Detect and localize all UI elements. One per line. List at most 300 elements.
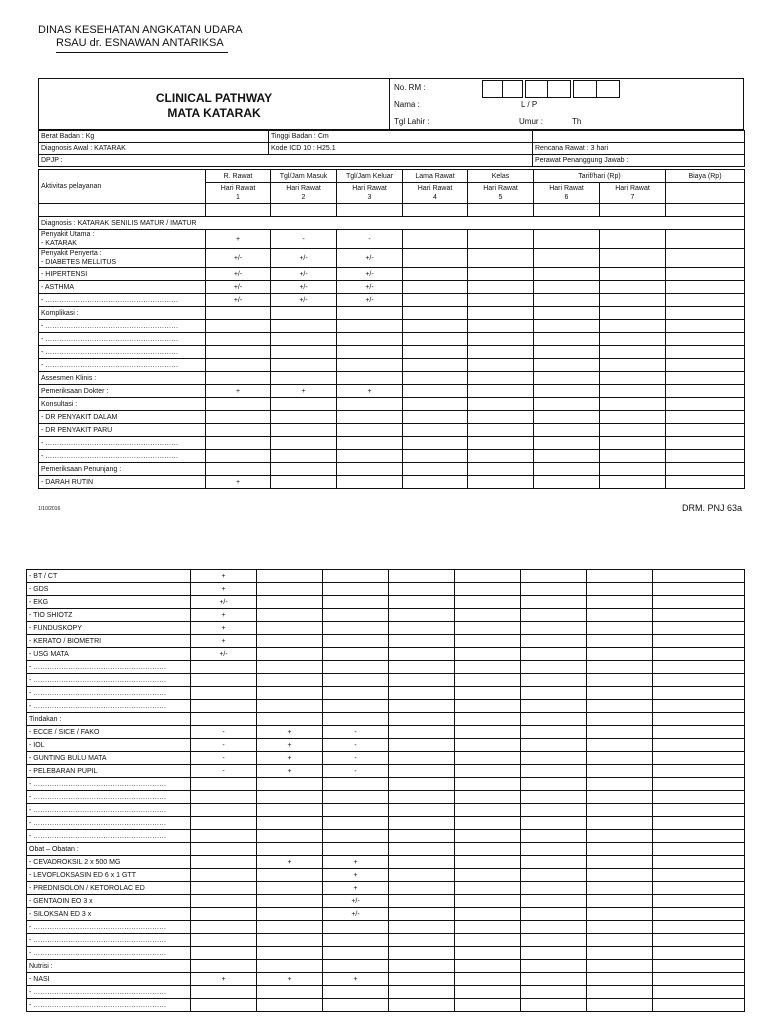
day-cell[interactable] xyxy=(521,934,587,947)
day-cell[interactable] xyxy=(389,830,455,843)
day-cell[interactable] xyxy=(455,947,521,960)
day-cell[interactable] xyxy=(653,674,745,687)
day-cell[interactable] xyxy=(337,398,403,411)
day-cell[interactable] xyxy=(653,661,745,674)
rm-digit-box[interactable] xyxy=(525,80,548,98)
day-cell[interactable]: - xyxy=(191,752,257,765)
day-cell[interactable] xyxy=(600,372,666,385)
day-cell[interactable] xyxy=(206,463,271,476)
day-cell[interactable] xyxy=(455,765,521,778)
day-cell[interactable] xyxy=(587,934,653,947)
day-cell[interactable] xyxy=(191,843,257,856)
day-cell[interactable] xyxy=(666,230,745,249)
day-cell[interactable] xyxy=(323,999,389,1012)
tinggi-badan-field[interactable]: Tinggi Badan : Cm xyxy=(269,131,533,143)
day-cell[interactable] xyxy=(455,713,521,726)
day-cell[interactable] xyxy=(323,661,389,674)
day-cell[interactable] xyxy=(191,830,257,843)
day-cell[interactable] xyxy=(521,882,587,895)
day-cell[interactable] xyxy=(534,398,600,411)
day-cell[interactable] xyxy=(600,450,666,463)
day-cell[interactable] xyxy=(389,570,455,583)
day-cell[interactable] xyxy=(257,791,323,804)
day-cell[interactable] xyxy=(389,921,455,934)
day-cell[interactable]: + xyxy=(257,726,323,739)
day-cell[interactable] xyxy=(389,908,455,921)
day-cell[interactable] xyxy=(323,986,389,999)
day-cell[interactable] xyxy=(587,960,653,973)
day-cell[interactable] xyxy=(534,249,600,268)
day-cell[interactable] xyxy=(587,570,653,583)
day-cell[interactable] xyxy=(389,973,455,986)
day-cell[interactable] xyxy=(666,359,745,372)
day-cell[interactable] xyxy=(521,895,587,908)
day-cell[interactable] xyxy=(191,713,257,726)
day-cell[interactable] xyxy=(206,372,271,385)
day-cell[interactable] xyxy=(191,908,257,921)
day-cell[interactable] xyxy=(455,752,521,765)
day-cell[interactable] xyxy=(323,947,389,960)
day-cell[interactable] xyxy=(534,359,600,372)
day-cell[interactable] xyxy=(587,596,653,609)
day-cell[interactable]: - xyxy=(323,739,389,752)
day-cell[interactable] xyxy=(323,791,389,804)
day-cell[interactable]: + xyxy=(271,385,337,398)
day-cell[interactable] xyxy=(257,583,323,596)
day-cell[interactable]: + xyxy=(206,476,271,489)
dpjp-field[interactable]: DPJP : xyxy=(39,155,533,167)
day-cell[interactable] xyxy=(521,596,587,609)
day-cell[interactable] xyxy=(389,817,455,830)
day-cell[interactable] xyxy=(653,739,745,752)
day-cell[interactable] xyxy=(337,372,403,385)
day-cell[interactable] xyxy=(257,999,323,1012)
day-cell[interactable] xyxy=(323,713,389,726)
day-cell[interactable] xyxy=(521,830,587,843)
day-cell[interactable] xyxy=(468,437,534,450)
day-cell[interactable] xyxy=(403,450,468,463)
day-cell[interactable]: + xyxy=(257,752,323,765)
day-cell[interactable]: + xyxy=(323,973,389,986)
day-cell[interactable]: +/- xyxy=(271,281,337,294)
day-cell[interactable] xyxy=(666,320,745,333)
day-cell[interactable] xyxy=(468,249,534,268)
day-cell[interactable] xyxy=(389,752,455,765)
day-cell[interactable] xyxy=(653,648,745,661)
day-cell[interactable] xyxy=(587,999,653,1012)
day-cell[interactable] xyxy=(403,320,468,333)
day-cell[interactable] xyxy=(521,778,587,791)
day-cell[interactable] xyxy=(257,908,323,921)
day-cell[interactable] xyxy=(257,882,323,895)
day-cell[interactable] xyxy=(587,765,653,778)
day-cell[interactable] xyxy=(191,700,257,713)
day-cell[interactable]: - xyxy=(191,739,257,752)
day-cell[interactable] xyxy=(271,346,337,359)
day-cell[interactable] xyxy=(468,346,534,359)
day-cell[interactable] xyxy=(337,463,403,476)
day-cell[interactable] xyxy=(521,583,587,596)
day-cell[interactable] xyxy=(455,869,521,882)
day-cell[interactable] xyxy=(468,385,534,398)
day-cell[interactable]: + xyxy=(257,856,323,869)
day-cell[interactable] xyxy=(521,791,587,804)
day-cell[interactable] xyxy=(653,960,745,973)
day-cell[interactable] xyxy=(534,346,600,359)
day-cell[interactable] xyxy=(455,973,521,986)
day-cell[interactable] xyxy=(403,346,468,359)
day-cell[interactable] xyxy=(600,333,666,346)
day-cell[interactable] xyxy=(534,268,600,281)
day-cell[interactable] xyxy=(587,973,653,986)
day-cell[interactable] xyxy=(600,307,666,320)
day-cell[interactable] xyxy=(257,895,323,908)
day-cell[interactable]: + xyxy=(191,570,257,583)
day-cell[interactable] xyxy=(600,320,666,333)
day-cell[interactable] xyxy=(455,596,521,609)
day-cell[interactable]: +/- xyxy=(337,281,403,294)
day-cell[interactable] xyxy=(600,424,666,437)
day-cell[interactable] xyxy=(455,986,521,999)
day-cell[interactable] xyxy=(468,359,534,372)
day-cell[interactable] xyxy=(521,921,587,934)
day-cell[interactable] xyxy=(323,843,389,856)
day-cell[interactable] xyxy=(666,307,745,320)
day-cell[interactable] xyxy=(323,648,389,661)
day-cell[interactable] xyxy=(600,268,666,281)
day-cell[interactable] xyxy=(653,843,745,856)
day-cell[interactable] xyxy=(191,947,257,960)
day-cell[interactable] xyxy=(521,960,587,973)
day-cell[interactable] xyxy=(468,450,534,463)
day-cell[interactable]: + xyxy=(191,973,257,986)
day-cell[interactable]: +/- xyxy=(206,294,271,307)
day-cell[interactable] xyxy=(468,372,534,385)
day-cell[interactable] xyxy=(271,476,337,489)
day-cell[interactable] xyxy=(521,570,587,583)
day-cell[interactable] xyxy=(455,804,521,817)
day-cell[interactable] xyxy=(257,869,323,882)
day-cell[interactable] xyxy=(653,570,745,583)
day-cell[interactable] xyxy=(206,411,271,424)
day-cell[interactable] xyxy=(337,320,403,333)
day-cell[interactable] xyxy=(468,268,534,281)
day-cell[interactable] xyxy=(455,687,521,700)
day-cell[interactable]: - xyxy=(323,752,389,765)
day-cell[interactable] xyxy=(323,960,389,973)
day-cell[interactable] xyxy=(653,908,745,921)
day-cell[interactable] xyxy=(468,230,534,249)
day-cell[interactable] xyxy=(271,398,337,411)
day-cell[interactable] xyxy=(521,687,587,700)
day-cell[interactable] xyxy=(323,570,389,583)
day-cell[interactable] xyxy=(534,463,600,476)
day-cell[interactable] xyxy=(653,583,745,596)
day-cell[interactable] xyxy=(403,230,468,249)
day-cell[interactable] xyxy=(389,713,455,726)
day-cell[interactable] xyxy=(323,622,389,635)
day-cell[interactable] xyxy=(653,726,745,739)
day-cell[interactable] xyxy=(191,791,257,804)
day-cell[interactable]: - xyxy=(191,726,257,739)
day-cell[interactable] xyxy=(587,583,653,596)
day-cell[interactable] xyxy=(323,635,389,648)
day-cell[interactable] xyxy=(666,424,745,437)
day-cell[interactable] xyxy=(666,294,745,307)
day-cell[interactable] xyxy=(666,249,745,268)
day-cell[interactable]: +/- xyxy=(271,268,337,281)
day-cell[interactable] xyxy=(666,450,745,463)
day-cell[interactable] xyxy=(271,463,337,476)
day-cell[interactable] xyxy=(257,960,323,973)
day-cell[interactable] xyxy=(389,596,455,609)
day-cell[interactable] xyxy=(455,999,521,1012)
day-cell[interactable]: +/- xyxy=(323,895,389,908)
day-cell[interactable] xyxy=(521,661,587,674)
day-cell[interactable] xyxy=(521,856,587,869)
day-cell[interactable] xyxy=(653,778,745,791)
day-cell[interactable] xyxy=(403,424,468,437)
day-cell[interactable] xyxy=(403,359,468,372)
day-cell[interactable]: +/- xyxy=(271,294,337,307)
day-cell[interactable] xyxy=(534,333,600,346)
rm-digit-box[interactable] xyxy=(482,80,503,98)
day-cell[interactable] xyxy=(600,411,666,424)
day-cell[interactable] xyxy=(653,752,745,765)
day-cell[interactable] xyxy=(389,778,455,791)
day-cell[interactable]: - xyxy=(323,726,389,739)
day-cell[interactable] xyxy=(191,999,257,1012)
day-cell[interactable] xyxy=(468,476,534,489)
day-cell[interactable] xyxy=(600,385,666,398)
day-cell[interactable] xyxy=(587,674,653,687)
day-cell[interactable] xyxy=(666,268,745,281)
day-cell[interactable] xyxy=(403,333,468,346)
day-cell[interactable] xyxy=(587,882,653,895)
day-cell[interactable] xyxy=(521,804,587,817)
day-cell[interactable] xyxy=(534,450,600,463)
day-cell[interactable] xyxy=(600,294,666,307)
day-cell[interactable] xyxy=(600,398,666,411)
day-cell[interactable] xyxy=(403,307,468,320)
day-cell[interactable] xyxy=(653,895,745,908)
day-cell[interactable] xyxy=(257,804,323,817)
day-cell[interactable] xyxy=(257,921,323,934)
day-cell[interactable] xyxy=(257,713,323,726)
day-cell[interactable]: +/- xyxy=(337,294,403,307)
day-cell[interactable] xyxy=(191,661,257,674)
day-cell[interactable] xyxy=(337,346,403,359)
day-cell[interactable] xyxy=(455,648,521,661)
day-cell[interactable] xyxy=(455,908,521,921)
day-cell[interactable] xyxy=(587,817,653,830)
day-cell[interactable] xyxy=(534,294,600,307)
day-cell[interactable] xyxy=(323,583,389,596)
day-cell[interactable] xyxy=(191,921,257,934)
day-cell[interactable] xyxy=(455,609,521,622)
day-cell[interactable] xyxy=(337,476,403,489)
day-cell[interactable] xyxy=(257,661,323,674)
day-cell[interactable] xyxy=(455,700,521,713)
day-cell[interactable] xyxy=(468,424,534,437)
day-cell[interactable] xyxy=(468,411,534,424)
day-cell[interactable] xyxy=(191,934,257,947)
day-cell[interactable] xyxy=(666,398,745,411)
day-cell[interactable]: +/- xyxy=(206,268,271,281)
day-cell[interactable] xyxy=(455,882,521,895)
day-cell[interactable] xyxy=(191,674,257,687)
day-cell[interactable] xyxy=(389,882,455,895)
day-cell[interactable]: - xyxy=(271,230,337,249)
day-cell[interactable] xyxy=(389,986,455,999)
day-cell[interactable] xyxy=(323,778,389,791)
day-cell[interactable] xyxy=(653,869,745,882)
day-cell[interactable] xyxy=(521,700,587,713)
day-cell[interactable] xyxy=(521,752,587,765)
day-cell[interactable] xyxy=(521,973,587,986)
day-cell[interactable] xyxy=(323,921,389,934)
day-cell[interactable] xyxy=(653,830,745,843)
day-cell[interactable] xyxy=(271,411,337,424)
day-cell[interactable] xyxy=(191,687,257,700)
day-cell[interactable] xyxy=(666,372,745,385)
day-cell[interactable] xyxy=(587,830,653,843)
day-cell[interactable] xyxy=(389,869,455,882)
day-cell[interactable] xyxy=(389,856,455,869)
day-cell[interactable] xyxy=(323,934,389,947)
day-cell[interactable] xyxy=(587,609,653,622)
day-cell[interactable] xyxy=(666,463,745,476)
day-cell[interactable] xyxy=(271,437,337,450)
day-cell[interactable] xyxy=(455,843,521,856)
day-cell[interactable] xyxy=(455,921,521,934)
day-cell[interactable] xyxy=(587,713,653,726)
rm-digit-box[interactable] xyxy=(547,80,571,98)
day-cell[interactable] xyxy=(389,895,455,908)
day-cell[interactable]: + xyxy=(257,739,323,752)
day-cell[interactable]: +/- xyxy=(206,281,271,294)
day-cell[interactable] xyxy=(587,856,653,869)
day-cell[interactable] xyxy=(587,726,653,739)
day-cell[interactable] xyxy=(206,424,271,437)
day-cell[interactable] xyxy=(403,268,468,281)
day-cell[interactable] xyxy=(455,830,521,843)
day-cell[interactable] xyxy=(389,648,455,661)
day-cell[interactable] xyxy=(534,320,600,333)
day-cell[interactable] xyxy=(653,791,745,804)
day-cell[interactable] xyxy=(455,960,521,973)
day-cell[interactable] xyxy=(206,333,271,346)
day-cell[interactable] xyxy=(455,934,521,947)
day-cell[interactable] xyxy=(323,817,389,830)
day-cell[interactable] xyxy=(191,882,257,895)
day-cell[interactable]: + xyxy=(257,765,323,778)
day-cell[interactable] xyxy=(455,635,521,648)
day-cell[interactable] xyxy=(653,765,745,778)
day-cell[interactable] xyxy=(666,437,745,450)
day-cell[interactable] xyxy=(206,346,271,359)
day-cell[interactable] xyxy=(323,687,389,700)
day-cell[interactable]: +/- xyxy=(337,249,403,268)
day-cell[interactable] xyxy=(337,333,403,346)
day-cell[interactable] xyxy=(271,333,337,346)
day-cell[interactable] xyxy=(389,791,455,804)
day-cell[interactable] xyxy=(653,622,745,635)
day-cell[interactable] xyxy=(206,450,271,463)
day-cell[interactable] xyxy=(389,726,455,739)
day-cell[interactable] xyxy=(389,739,455,752)
day-cell[interactable]: + xyxy=(257,973,323,986)
day-cell[interactable] xyxy=(587,752,653,765)
day-cell[interactable] xyxy=(587,661,653,674)
day-cell[interactable] xyxy=(468,320,534,333)
day-cell[interactable] xyxy=(257,830,323,843)
day-cell[interactable] xyxy=(455,583,521,596)
day-cell[interactable] xyxy=(521,739,587,752)
day-cell[interactable] xyxy=(653,817,745,830)
day-cell[interactable] xyxy=(600,476,666,489)
day-cell[interactable] xyxy=(323,596,389,609)
day-cell[interactable] xyxy=(389,934,455,947)
day-cell[interactable]: +/- xyxy=(323,908,389,921)
day-cell[interactable] xyxy=(521,947,587,960)
day-cell[interactable] xyxy=(666,333,745,346)
day-cell[interactable] xyxy=(323,700,389,713)
day-cell[interactable] xyxy=(389,700,455,713)
day-cell[interactable] xyxy=(666,346,745,359)
day-cell[interactable] xyxy=(206,307,271,320)
day-cell[interactable] xyxy=(257,609,323,622)
day-cell[interactable]: + xyxy=(206,385,271,398)
day-cell[interactable] xyxy=(521,908,587,921)
day-cell[interactable] xyxy=(521,635,587,648)
day-cell[interactable] xyxy=(257,986,323,999)
day-cell[interactable] xyxy=(521,765,587,778)
rm-digit-box[interactable] xyxy=(573,80,597,98)
day-cell[interactable] xyxy=(257,687,323,700)
day-cell[interactable] xyxy=(257,648,323,661)
day-cell[interactable] xyxy=(666,281,745,294)
day-cell[interactable] xyxy=(468,398,534,411)
day-cell[interactable] xyxy=(468,463,534,476)
day-cell[interactable] xyxy=(468,294,534,307)
day-cell[interactable]: + xyxy=(191,635,257,648)
day-cell[interactable]: + xyxy=(323,856,389,869)
day-cell[interactable] xyxy=(455,622,521,635)
day-cell[interactable] xyxy=(389,999,455,1012)
day-cell[interactable] xyxy=(455,674,521,687)
day-cell[interactable] xyxy=(271,307,337,320)
perawat-field[interactable]: Perawat Penanggung Jawab : xyxy=(533,155,745,167)
day-cell[interactable] xyxy=(337,437,403,450)
day-cell[interactable] xyxy=(389,687,455,700)
day-cell[interactable] xyxy=(521,674,587,687)
day-cell[interactable] xyxy=(191,986,257,999)
day-cell[interactable] xyxy=(521,622,587,635)
day-cell[interactable] xyxy=(587,908,653,921)
day-cell[interactable] xyxy=(653,804,745,817)
day-cell[interactable] xyxy=(587,687,653,700)
day-cell[interactable] xyxy=(257,570,323,583)
day-cell[interactable] xyxy=(403,385,468,398)
day-cell[interactable] xyxy=(271,359,337,372)
day-cell[interactable] xyxy=(191,960,257,973)
day-cell[interactable] xyxy=(389,960,455,973)
day-cell[interactable] xyxy=(521,986,587,999)
day-cell[interactable] xyxy=(271,372,337,385)
day-cell[interactable]: + xyxy=(191,622,257,635)
day-cell[interactable] xyxy=(455,570,521,583)
